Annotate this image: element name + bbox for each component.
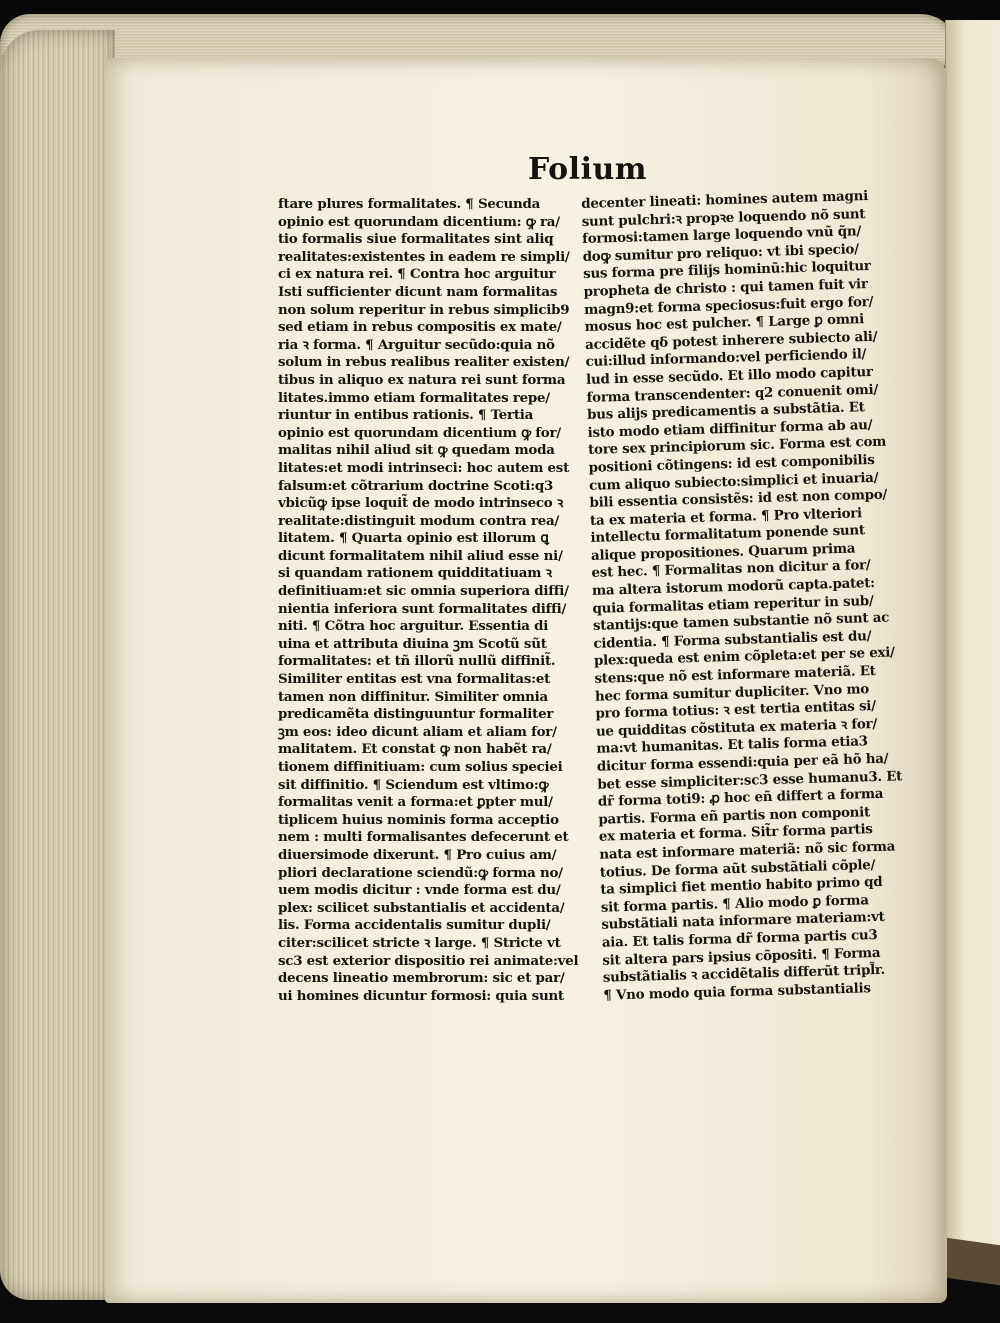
text-line: tiplicem huius nominis forma acceptio bbox=[278, 811, 559, 828]
text-line: alique propositiones. Quarum prima bbox=[590, 540, 856, 564]
text-line: si quandam rationem quidditatiuam ꝛ bbox=[278, 565, 552, 582]
text-line: ci ex natura rei. ¶ Contra hoc arguitur bbox=[278, 266, 556, 283]
text-line: diuersimode dixerunt. ¶ Pro cuius am/ bbox=[278, 846, 557, 863]
page-heading: Folium bbox=[528, 152, 648, 187]
text-line: totius. De forma aũt substãtiali cõple/ bbox=[599, 856, 876, 881]
text-line: sit diffinitio. ¶ Sciendum est vltimo:ꝙ bbox=[278, 776, 549, 793]
text-line: dicunt formalitatem nihil aliud esse ni/ bbox=[278, 547, 563, 564]
text-line: definitiuam:et sic omnia superiora diffi/ bbox=[278, 583, 569, 600]
text-line: quia formalitas etiam reperitur in sub/ bbox=[592, 592, 874, 617]
text-line: litates:et modi intrinseci: hoc autem est bbox=[278, 459, 570, 476]
text-line: substãtialis ꝛ accidẽtalis differũt tripl̃r. bbox=[602, 961, 886, 986]
text-line: accidẽte qδ potest inherere subiecto ali/ bbox=[584, 328, 878, 353]
text-line: sc3 est exterior dispositio rei animate:vel bbox=[278, 952, 579, 969]
text-line: formosi:tamen large loquendo vnũ q̃n/ bbox=[581, 223, 862, 248]
text-line: doꝙ sumitur pro reliquo: vt ibi specio/ bbox=[582, 241, 859, 265]
text-line: realitate:distinguit modum contra rea/ bbox=[278, 512, 560, 529]
text-line: tamen non diffinitur. Similiter omnia bbox=[278, 688, 548, 705]
text-line: aia. Et talis forma dr̃ forma partis cu3 bbox=[601, 926, 878, 951]
text-line: substãtiali nata informare materiam:vt bbox=[601, 909, 885, 934]
text-line: propheta de christo : qui tamen fuit vir bbox=[583, 276, 868, 300]
text-line: est hec. ¶ Formalitas non dicitur a for/ bbox=[591, 557, 871, 582]
text-line: pro forma totius: ꝛ est tertia entitas si/ bbox=[595, 698, 877, 723]
text-line: uina et attributa diuina ꝫm Scotũ sũt bbox=[278, 635, 547, 652]
text-line: ex materia et forma. Sit̃r forma partis bbox=[598, 821, 873, 846]
text-line: tibus in aliquo ex natura rei sunt forma bbox=[278, 371, 566, 388]
text-line: Isti sufficienter dicunt nam formalitas bbox=[278, 283, 558, 300]
text-line: uem modis dicitur : vnde forma est du/ bbox=[278, 882, 561, 899]
text-line: partis. Forma eñ partis non componit bbox=[598, 803, 871, 828]
text-line: tionem diffinitiuam: cum solius speciei bbox=[278, 759, 563, 775]
text-line: ue quidditas cõstituta ex materia ꝛ for/ bbox=[595, 715, 878, 740]
text-line: sunt pulchri:ꝛ propꝛe loquendo nõ sunt bbox=[581, 205, 866, 230]
text-line: litatem. ¶ Quarta opinio est illorum ꝗ bbox=[278, 530, 549, 547]
text-line: isto modo etiam diffinitur forma ab au/ bbox=[587, 416, 873, 441]
text-line: ria ꝛ forma. ¶ Arguitur secũdo:quia nõ bbox=[278, 336, 555, 353]
text-line: plex: scilicet substantialis et accidenta/ bbox=[278, 899, 565, 916]
text-line: stens:que nõ est informare materiã. Et bbox=[594, 662, 876, 687]
text-line: ta simplici fiet mentio habito primo qd bbox=[600, 874, 883, 898]
text-line: bili essentia consistẽs: id est non compo/ bbox=[589, 486, 888, 511]
text-line: riuntur in entibus rationis. ¶ Tertia bbox=[278, 407, 534, 424]
text-line: magn9:et forma speciosus:fuit ergo for/ bbox=[583, 293, 874, 318]
text-line: decens lineatio membrorum: sic et par/ bbox=[278, 970, 565, 987]
left-text-column bbox=[278, 196, 578, 1005]
text-line: pliori declaratione sciendũ:ꝙ forma no/ bbox=[278, 864, 563, 881]
text-line: citer:scilicet stricte ꝛ large. ¶ Stricte vt bbox=[278, 934, 561, 951]
text-line: tio formalis siue formalitates sint aliq bbox=[278, 231, 554, 248]
text-line: plex:queda est enim cõpleta:et per se exi/ bbox=[593, 644, 895, 670]
text-line: Similiter entitas est vna formalitas:et bbox=[278, 671, 551, 688]
text-line: lis. Forma accidentalis sumitur dupli/ bbox=[278, 917, 551, 934]
text-line: dicitur forma essendi:quia per eã hõ ha/ bbox=[596, 750, 889, 775]
text-line: nata est informare materiã: nõ sic forma bbox=[599, 838, 896, 863]
text-line: solum in rebus realibus realiter existen/ bbox=[278, 354, 570, 371]
page-edges-left bbox=[0, 30, 115, 1300]
text-line: bet esse simpliciter:sc3 esse humanu3. Et bbox=[597, 767, 903, 793]
text-line: malitatem. Et constat ꝙ non habẽt ra/ bbox=[278, 741, 552, 758]
text-line: ¶ Vno modo quia forma substantialis bbox=[603, 979, 871, 1004]
text-line: nem : multi formalisantes defecerunt et bbox=[278, 829, 569, 846]
text-line: cui:illud informando:vel perficiendo il/ bbox=[585, 346, 867, 371]
text-line: nientia inferiora sunt formalitates diffi/ bbox=[278, 600, 567, 617]
text-line: niti. ¶ Cõtra hoc arguitur. Essentia di bbox=[278, 618, 549, 635]
text-line: formalitates: et tñ illorũ nullũ diffinit̃. bbox=[278, 653, 556, 670]
text-line: non solum reperitur in rebus simplicib9 bbox=[278, 301, 570, 318]
text-line: bus alijs predicamentis a substãtia. Et bbox=[586, 399, 865, 424]
text-line: falsum:et cõtrarium doctrine Scoti:q3 bbox=[278, 477, 554, 494]
text-line: sus forma pre filijs hominũ:hic loquitur bbox=[582, 258, 871, 283]
text-line: predicamẽta distinguuntur formaliter bbox=[278, 706, 554, 723]
text-line: ta ex materia et forma. ¶ Pro vlteriori bbox=[589, 504, 863, 529]
text-line: opinio est quorundam dicentium ꝙ for/ bbox=[278, 424, 561, 441]
text-line: dr̃ forma toti9: ꝓ hoc eñ differt a forma bbox=[597, 785, 884, 810]
text-line: hec forma sumitur dupliciter. Vno mo bbox=[594, 680, 870, 705]
text-line: ma altera istorum modorũ capta.patet: bbox=[591, 575, 876, 599]
text-line: stantijs:que tamen substantie nõ sunt ac bbox=[592, 609, 890, 635]
text-line: ma:vt humanitas. Et talis forma etia3 bbox=[596, 733, 868, 758]
right-text-column bbox=[581, 188, 903, 1005]
text-line: sed etiam in rebus compositis ex mate/ bbox=[278, 319, 562, 336]
text-line: positioni cõtingens: id est componibilis bbox=[588, 451, 875, 476]
text-line: decenter lineati: homines autem magni bbox=[581, 187, 869, 212]
text-line: opinio est quorundam dicentium: ꝙ ra/ bbox=[278, 213, 560, 230]
facing-page-edge bbox=[945, 20, 1000, 1260]
text-line: mosus hoc est pulcher. ¶ Large ꝑ omni bbox=[584, 311, 865, 336]
text-line: vbicũꝙ ipse loquit̃ de modo intrinseco ꝛ bbox=[278, 495, 563, 512]
text-line: cidentia. ¶ Forma substantialis est du/ bbox=[593, 627, 872, 652]
text-line: malitas nihil aliud sit ꝙ quedam moda bbox=[278, 442, 555, 459]
text-line: ui homines dicuntur formosi: quia sunt bbox=[278, 987, 564, 1004]
text-line: forma transcendenter: q2 conuenit omi/ bbox=[586, 381, 879, 406]
text-line: litates.immo etiam formalitates repe/ bbox=[278, 389, 550, 406]
text-line: tore sex principiorum sic. Forma est com bbox=[587, 433, 887, 459]
text-line: formalitas venit a forma:et ꝑpter mul/ bbox=[278, 794, 553, 811]
text-line: lud in esse secũdo. Et illo modo capitur bbox=[585, 363, 873, 388]
text-line: ꝫm eos: ideo dicunt aliam et aliam for/ bbox=[278, 723, 557, 740]
text-line: intellectu formalitatum ponende sunt bbox=[590, 522, 866, 547]
text-line: sit forma partis. ¶ Alio modo ꝑ forma bbox=[600, 891, 869, 916]
text-line: ftare plures formalitates. ¶ Secunda bbox=[278, 196, 541, 212]
text-line: cum aliquo subiecto:simplici et inuaria/ bbox=[588, 469, 879, 494]
text-line: realitates:existentes in eadem re simpli/ bbox=[278, 248, 570, 265]
text-line: sit altera pars ipsius cõpositi. ¶ Forma bbox=[602, 944, 881, 969]
